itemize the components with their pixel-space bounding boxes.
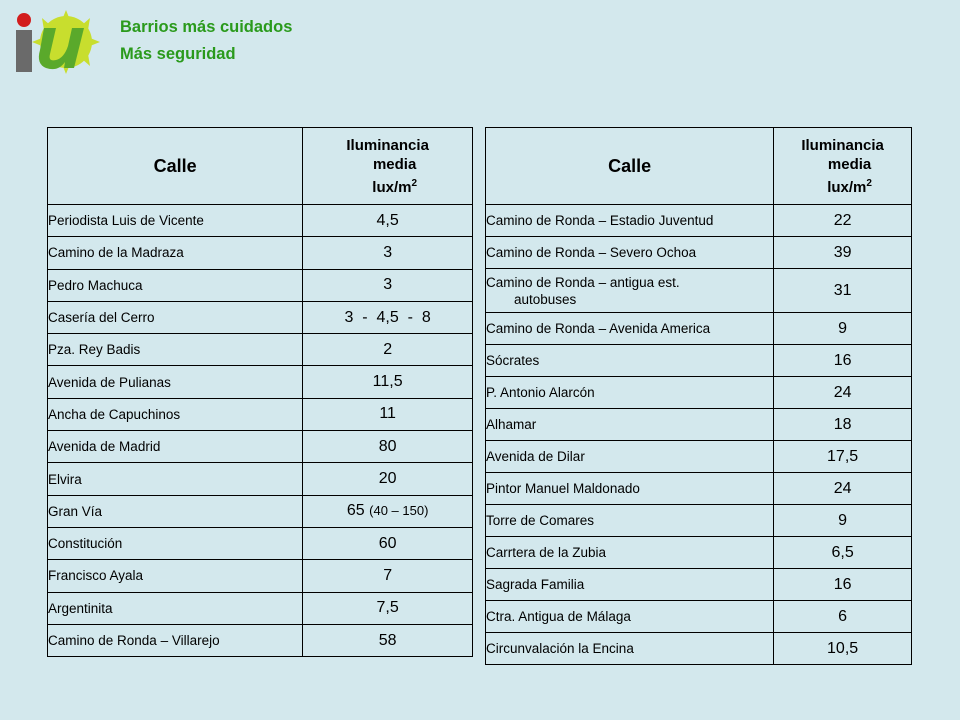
- table-row: [48, 592, 473, 624]
- lux-value: 31: [774, 269, 912, 313]
- lux-value: 24: [774, 377, 912, 409]
- table-row: [486, 505, 912, 537]
- street-name: Camino de la Madraza: [48, 237, 303, 269]
- street-name: Elvira: [48, 463, 303, 495]
- lux-value: 7: [303, 560, 473, 592]
- lux-value: 39: [774, 237, 912, 269]
- lux-value: 17,5: [774, 441, 912, 473]
- street-name: Avenida de Dilar: [486, 441, 774, 473]
- lux-value: 80: [303, 431, 473, 463]
- lux-value: 60: [303, 527, 473, 559]
- street-name: Carrtera de la Zubia: [486, 537, 774, 569]
- table-row: [48, 237, 473, 269]
- column-header-calle: Calle: [486, 128, 774, 205]
- table-row: [48, 334, 473, 366]
- street-name: Ctra. Antigua de Málaga: [486, 601, 774, 633]
- table-header-row: [48, 128, 473, 205]
- lux-value: 20: [303, 463, 473, 495]
- table-row: [48, 301, 473, 333]
- street-name: Torre de Comares: [486, 505, 774, 537]
- lux-value: 16: [774, 569, 912, 601]
- lux-value: 24: [774, 473, 912, 505]
- street-name: Pintor Manuel Maldonado: [486, 473, 774, 505]
- table-row: [486, 269, 912, 313]
- street-name: Sócrates: [486, 345, 774, 377]
- street-name: Avenida de Pulianas: [48, 366, 303, 398]
- street-name: Camino de Ronda – antigua est. autobuses: [486, 269, 774, 313]
- table-row: [486, 537, 912, 569]
- street-name: P. Antonio Alarcón: [486, 377, 774, 409]
- column-header-calle: Calle: [48, 128, 303, 205]
- street-name: Casería del Cerro: [48, 301, 303, 333]
- lux-value: 22: [774, 205, 912, 237]
- table-row: [486, 473, 912, 505]
- lux-value: 3: [303, 269, 473, 301]
- lux-value: 11: [303, 398, 473, 430]
- table-row: [486, 345, 912, 377]
- gray-bar: [16, 30, 32, 72]
- column-header-iluminancia: Iluminancia media lux/$m^2$: [303, 128, 473, 205]
- street-name: Pedro Machuca: [48, 269, 303, 301]
- table-row: [48, 560, 473, 592]
- street-name: Avenida de Madrid: [48, 431, 303, 463]
- table-row: [48, 205, 473, 237]
- header: [120, 14, 292, 68]
- table-row: [48, 269, 473, 301]
- lux-value: 10,5: [774, 633, 912, 665]
- header-line-1: Barrios más cuidados: [120, 18, 293, 36]
- table-row: [48, 398, 473, 430]
- iu-logo: [10, 10, 110, 74]
- table-row: [486, 205, 912, 237]
- table-row: [486, 377, 912, 409]
- lux-value: 58: [303, 624, 473, 656]
- street-name: Camino de Ronda – Avenida America: [486, 313, 774, 345]
- lux-value: 6: [774, 601, 912, 633]
- table-row: [486, 569, 912, 601]
- lux-value: 2: [303, 334, 473, 366]
- lux-value: 9: [774, 505, 912, 537]
- street-name: Sagrada Familia: [486, 569, 774, 601]
- street-name: Ancha de Capuchinos: [48, 398, 303, 430]
- table-row: [486, 601, 912, 633]
- table-row: [48, 527, 473, 559]
- lux-value: 18: [774, 409, 912, 441]
- lux-table-right: [485, 127, 912, 665]
- street-name: Pza. Rey Badis: [48, 334, 303, 366]
- table-row: [48, 495, 473, 527]
- column-header-iluminancia: Iluminancia media lux/$m^2$: [774, 128, 912, 205]
- street-name: Circunvalación la Encina: [486, 633, 774, 665]
- table-row: [486, 313, 912, 345]
- lux-value: 65 (40 – 150): [303, 495, 473, 527]
- lux-value: 11,5: [303, 366, 473, 398]
- street-name: Gran Vía: [48, 495, 303, 527]
- street-name: Argentinita: [48, 592, 303, 624]
- street-name: Camino de Ronda – Severo Ochoa: [486, 237, 774, 269]
- lux-table-left: [47, 127, 473, 657]
- street-name: Alhamar: [486, 409, 774, 441]
- lux-value: 6,5: [774, 537, 912, 569]
- table-header-row: [486, 128, 912, 205]
- street-name: Francisco Ayala: [48, 560, 303, 592]
- table-row: [486, 633, 912, 665]
- table-row: [48, 366, 473, 398]
- street-name: Periodista Luis de Vicente: [48, 205, 303, 237]
- lux-value: 4,5: [303, 205, 473, 237]
- header-line-2: Más seguridad: [120, 45, 236, 63]
- lux-value: 9: [774, 313, 912, 345]
- lux-value: 3: [303, 237, 473, 269]
- table-row: [486, 237, 912, 269]
- lux-value: 16: [774, 345, 912, 377]
- lux-value: 3 - 4,5 - 8: [303, 301, 473, 333]
- lux-value: 7,5: [303, 592, 473, 624]
- table-row: [486, 441, 912, 473]
- street-name: Camino de Ronda – Villarejo: [48, 624, 303, 656]
- street-name: Camino de Ronda – Estadio Juventud: [486, 205, 774, 237]
- table-row: [48, 624, 473, 656]
- table-row: [486, 409, 912, 441]
- table-row: [48, 463, 473, 495]
- red-dot: [17, 13, 31, 27]
- street-name: Constitución: [48, 527, 303, 559]
- table-row: [48, 431, 473, 463]
